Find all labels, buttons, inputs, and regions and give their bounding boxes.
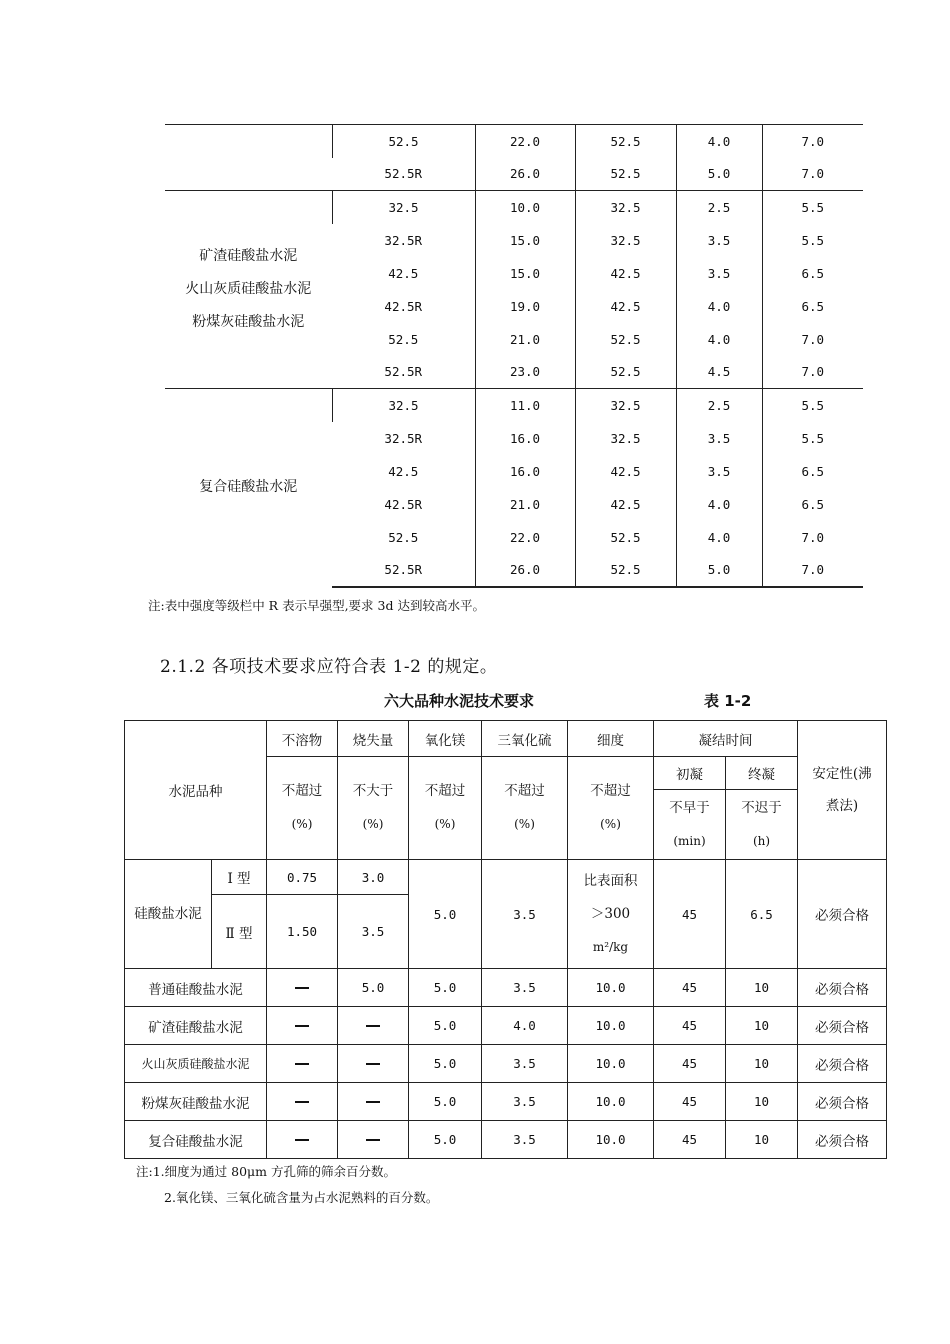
table1-cell: 7.0 bbox=[762, 323, 863, 356]
table2-cell-final: 10 bbox=[726, 1083, 798, 1121]
table2-cell-final: 10 bbox=[726, 969, 798, 1007]
table1-cell: 6.5 bbox=[762, 455, 863, 488]
table2-cell-mgo: 5.0 bbox=[409, 1121, 482, 1159]
table2-variety-name: 粉煤灰硅酸盐水泥 bbox=[125, 1083, 267, 1121]
table1-cell: 52.5 bbox=[388, 529, 419, 545]
table2-cell-mgo: 5.0 bbox=[409, 1083, 482, 1121]
table1-cell: 32.5 bbox=[332, 389, 475, 422]
portland-initial: 45 bbox=[654, 860, 726, 969]
table1-cell: 23.0 bbox=[475, 356, 575, 389]
table2-row bbox=[125, 1121, 887, 1159]
table1-cell: 52.5 bbox=[575, 158, 676, 191]
table2-row bbox=[125, 1045, 887, 1083]
table1-cell: 42.5 bbox=[575, 257, 676, 290]
table1-cell: 32.5 bbox=[575, 389, 676, 422]
table1-cell: 32.5 bbox=[575, 191, 676, 224]
portland-so3: 3.5 bbox=[482, 860, 568, 969]
table1-cell: 5.5 bbox=[762, 389, 863, 422]
table2-cell-fineness: 10.0 bbox=[568, 1083, 654, 1121]
table2-cell-fineness: 10.0 bbox=[568, 1007, 654, 1045]
table2-cell-initial: 45 bbox=[654, 1121, 726, 1159]
portland-type1: Ⅰ 型 bbox=[212, 860, 267, 895]
table1-cell: 22.0 bbox=[475, 125, 575, 158]
table1-cell: 7.0 bbox=[762, 158, 863, 191]
dash-mark bbox=[295, 987, 309, 989]
table1-cell: 4.5 bbox=[676, 356, 762, 389]
table2-cell-loss: 5.0 bbox=[338, 969, 409, 1007]
table2-variety-name: 矿渣硅酸盐水泥 bbox=[125, 1007, 267, 1045]
table2-note-1: 注:1.细度为通过 80μm 方孔筛的筛余百分数。 bbox=[136, 1164, 396, 1179]
table2-variety-name: 复合硅酸盐水泥 bbox=[125, 1121, 267, 1159]
table1-cell: 42.5 bbox=[575, 488, 676, 521]
header-so3-unit: 不超过 (%) bbox=[482, 757, 568, 860]
table2-cell-loss bbox=[338, 1121, 409, 1159]
header-final-unit: 不迟于 (h) bbox=[726, 790, 798, 860]
table2-row bbox=[125, 1083, 887, 1121]
table2-variety-name: 火山灰质硅酸盐水泥 bbox=[125, 1045, 267, 1083]
table2-cell-so3: 3.5 bbox=[482, 969, 568, 1007]
table1-label-line: 矿渣硅酸盐水泥 bbox=[199, 248, 298, 264]
dash-mark bbox=[295, 1101, 309, 1103]
table2-variety-name: 普通硅酸盐水泥 bbox=[125, 969, 267, 1007]
table2-cell-insoluble bbox=[267, 1007, 338, 1045]
table1-cell: 11.0 bbox=[475, 389, 575, 422]
table1-cell: 4.0 bbox=[676, 521, 762, 554]
table1-cell: 21.0 bbox=[475, 488, 575, 521]
table1-cell: 3.5 bbox=[676, 224, 762, 257]
header-loss-unit: 不大于 (%) bbox=[338, 757, 409, 860]
table2-cell-soundness: 必须合格 bbox=[798, 1121, 887, 1159]
table1-cell: 52.5R bbox=[384, 166, 423, 182]
table1-cell: 52.5 bbox=[575, 323, 676, 356]
table1-cell: 42.5R bbox=[384, 298, 423, 314]
dash-mark bbox=[366, 1101, 380, 1103]
table1-cell: 52.5 bbox=[575, 125, 676, 158]
table2-cell-loss bbox=[338, 1045, 409, 1083]
header-fineness: 细度 bbox=[568, 721, 654, 757]
table2-cell-so3: 4.0 bbox=[482, 1007, 568, 1045]
table1-row bbox=[165, 125, 863, 158]
dash-mark bbox=[295, 1063, 309, 1065]
table1-cell: 52.5 bbox=[388, 331, 419, 347]
table1-label-line: 火山灰质硅酸盐水泥 bbox=[185, 281, 312, 297]
table1-cell: 32.5 bbox=[575, 224, 676, 257]
table1-cell: 16.0 bbox=[475, 422, 575, 455]
portland-final: 6.5 bbox=[726, 860, 798, 969]
portland-insoluble-2: 1.50 bbox=[267, 895, 338, 969]
table2-cell-soundness: 必须合格 bbox=[798, 1083, 887, 1121]
table1-cell: 16.0 bbox=[475, 455, 575, 488]
table2-cell-so3: 3.5 bbox=[482, 1045, 568, 1083]
table1-cell: 5.5 bbox=[762, 191, 863, 224]
table1-cell: 42.5 bbox=[575, 455, 676, 488]
table1-cell: 3.5 bbox=[676, 455, 762, 488]
table2-cell-fineness: 10.0 bbox=[568, 969, 654, 1007]
table1-cell: 26.0 bbox=[475, 158, 575, 191]
table1-cell: 52.5 bbox=[575, 521, 676, 554]
table1-cell: 52.5 bbox=[575, 554, 676, 587]
table1-cell: 32.5R bbox=[384, 430, 423, 446]
table1-row bbox=[165, 389, 863, 422]
header-initial-set: 初凝 bbox=[654, 757, 726, 790]
table2-cell-loss bbox=[338, 1083, 409, 1121]
table1-cell: 21.0 bbox=[475, 323, 575, 356]
table1-cell: 6.5 bbox=[762, 290, 863, 323]
header-mgo: 氧化镁 bbox=[409, 721, 482, 757]
table2-cell-so3: 3.5 bbox=[482, 1083, 568, 1121]
table1-cell: 5.5 bbox=[762, 224, 863, 257]
header-mgo-unit: 不超过 (%) bbox=[409, 757, 482, 860]
dash-mark bbox=[366, 1063, 380, 1065]
header-initial-unit: 不早于 (min) bbox=[654, 790, 726, 860]
dash-mark bbox=[295, 1025, 309, 1027]
table2-cell-mgo: 5.0 bbox=[409, 1007, 482, 1045]
table2-row bbox=[125, 969, 887, 1007]
table2-number: 表 1-2 bbox=[704, 692, 752, 710]
table1-cell: 19.0 bbox=[475, 290, 575, 323]
header-so3: 三氧化硫 bbox=[482, 721, 568, 757]
table1-cell: 2.5 bbox=[676, 191, 762, 224]
portland-loss-2: 3.5 bbox=[338, 895, 409, 969]
table1-cell: 42.5 bbox=[388, 265, 419, 281]
table2-note-2: 2.氧化镁、三氧化硫含量为占水泥熟料的百分数。 bbox=[164, 1190, 439, 1205]
table1-note: 注:表中强度等级栏中 R 表示早强型,要求 3d 达到较高水平。 bbox=[148, 598, 485, 613]
table1-cement-type-label bbox=[165, 191, 332, 389]
dash-mark bbox=[366, 1139, 380, 1141]
table2-cell-soundness: 必须合格 bbox=[798, 1007, 887, 1045]
table2-title: 六大品种水泥技术要求 bbox=[384, 692, 535, 710]
table2-cell-final: 10 bbox=[726, 1045, 798, 1083]
table1-cell: 7.0 bbox=[762, 554, 863, 587]
table1-cell: 4.0 bbox=[676, 323, 762, 356]
table2-cell-insoluble bbox=[267, 1045, 338, 1083]
table1-cell: 52.5R bbox=[384, 364, 423, 380]
table1-cell: 42.5R bbox=[384, 496, 423, 512]
header-insoluble-unit: 不超过 (%) bbox=[267, 757, 338, 860]
section-paragraph: 2.1.2 各项技术要求应符合表 1-2 的规定。 bbox=[160, 657, 498, 677]
table1-cell: 5.0 bbox=[676, 554, 762, 587]
table2-cell-soundness: 必须合格 bbox=[798, 1045, 887, 1083]
table2-cell-mgo: 5.0 bbox=[409, 1045, 482, 1083]
header-final-set: 终凝 bbox=[726, 757, 798, 790]
portland-fineness: 比表面积 ＞300 m²/kg bbox=[568, 860, 654, 969]
table1-cement-type-label: 复合硅酸盐水泥 bbox=[165, 389, 332, 587]
table2-cell-mgo: 5.0 bbox=[409, 969, 482, 1007]
header-soundness: 安定性(沸煮法) bbox=[798, 721, 887, 860]
table1-cell: 15.0 bbox=[475, 224, 575, 257]
portland-loss-1: 3.0 bbox=[338, 860, 409, 895]
table1-cell: 4.0 bbox=[676, 125, 762, 158]
table1-cell: 6.5 bbox=[762, 488, 863, 521]
table2-cell-soundness: 必须合格 bbox=[798, 969, 887, 1007]
technical-requirements-table bbox=[124, 720, 887, 1159]
portland-insoluble-1: 0.75 bbox=[267, 860, 338, 895]
table2-cell-insoluble bbox=[267, 969, 338, 1007]
table1-cell: 52.5 bbox=[575, 356, 676, 389]
table1-cell: 52.5 bbox=[332, 125, 475, 158]
table2-cell-final: 10 bbox=[726, 1007, 798, 1045]
strength-table-continued bbox=[165, 124, 863, 588]
portland-label: 硅酸盐水泥 bbox=[125, 860, 212, 969]
table2-cell-initial: 45 bbox=[654, 969, 726, 1007]
table1-cell: 10.0 bbox=[475, 191, 575, 224]
table1-cell: 4.0 bbox=[676, 488, 762, 521]
table2-cell-initial: 45 bbox=[654, 1045, 726, 1083]
table2-cell-insoluble bbox=[267, 1121, 338, 1159]
table1-cell: 7.0 bbox=[762, 356, 863, 389]
table1-cell: 42.5 bbox=[388, 463, 419, 479]
table1-cell: 26.0 bbox=[475, 554, 575, 587]
table2-cell-initial: 45 bbox=[654, 1007, 726, 1045]
table2-cell-loss bbox=[338, 1007, 409, 1045]
table1-row bbox=[165, 191, 863, 224]
table1-cell: 6.5 bbox=[762, 257, 863, 290]
table1-cell: 5.5 bbox=[762, 422, 863, 455]
table1-cell: 4.0 bbox=[676, 290, 762, 323]
table1-cell: 32.5R bbox=[384, 232, 423, 248]
table2-cell-initial: 45 bbox=[654, 1083, 726, 1121]
table1-cell: 7.0 bbox=[762, 125, 863, 158]
header-insoluble: 不溶物 bbox=[267, 721, 338, 757]
table1-cell: 3.5 bbox=[676, 422, 762, 455]
table2-cell-final: 10 bbox=[726, 1121, 798, 1159]
table2-cell-fineness: 10.0 bbox=[568, 1045, 654, 1083]
table2-cell-fineness: 10.0 bbox=[568, 1121, 654, 1159]
table2-cell-so3: 3.5 bbox=[482, 1121, 568, 1159]
table1-cell: 5.0 bbox=[676, 158, 762, 191]
table1-label-line: 粉煤灰硅酸盐水泥 bbox=[192, 314, 305, 330]
header-fineness-unit: 不超过 (%) bbox=[568, 757, 654, 860]
table1-cement-type-label bbox=[165, 125, 332, 191]
portland-soundness: 必须合格 bbox=[798, 860, 887, 969]
header-variety: 水泥品种 bbox=[125, 721, 267, 860]
table1-cell: 32.5 bbox=[575, 422, 676, 455]
table1-cell: 42.5 bbox=[575, 290, 676, 323]
dash-mark bbox=[366, 1025, 380, 1027]
table1-cell: 15.0 bbox=[475, 257, 575, 290]
table1-cell: 7.0 bbox=[762, 521, 863, 554]
header-loss: 烧失量 bbox=[338, 721, 409, 757]
table1-cell: 2.5 bbox=[676, 389, 762, 422]
table2-row bbox=[125, 1007, 887, 1045]
table2-cell-insoluble bbox=[267, 1083, 338, 1121]
dash-mark bbox=[295, 1139, 309, 1141]
table1-cell: 3.5 bbox=[676, 257, 762, 290]
table1-cell: 52.5R bbox=[332, 554, 475, 587]
portland-type2: Ⅱ 型 bbox=[212, 895, 267, 969]
table1-cell: 32.5 bbox=[332, 191, 475, 224]
portland-mgo: 5.0 bbox=[409, 860, 482, 969]
table1-cell: 22.0 bbox=[475, 521, 575, 554]
header-setting-time: 凝结时间 bbox=[654, 721, 798, 757]
